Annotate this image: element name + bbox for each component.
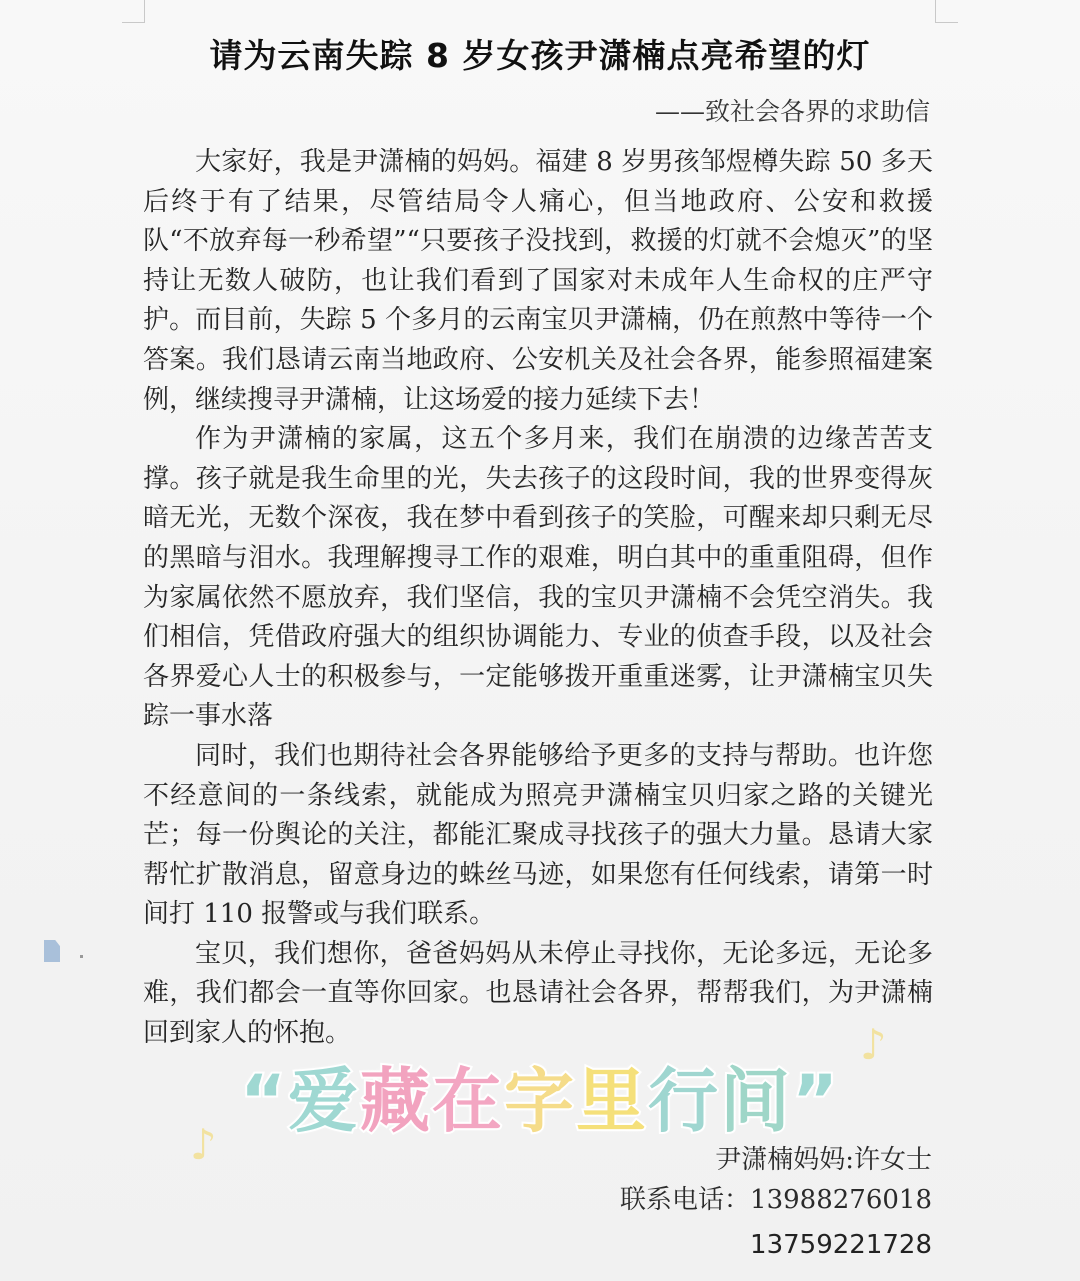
signature-name: 尹潇楠妈妈:许女士: [715, 1145, 932, 1175]
music-note-icon: ♪: [860, 1020, 887, 1069]
signature-block: [620, 1140, 932, 1220]
caption-char: 里: [576, 1060, 648, 1142]
paragraph-4: 宝贝，我们想你，爸爸妈妈从未停止寻找你，无论多远，无论多难，我们都会一直等你回家。也恳请社会各界，帮帮我们，为尹潇楠 回到家人的怀抱。: [143, 938, 933, 1049]
paragraph-1: 大家好，我是尹潇楠的妈妈。福建 8 岁男孩邹煜樽失踪 50 多天后终于有了结果，尽管结局令人痛心，但当地政府、公安和救援队“不放弃每一秒希望”“只要孩子没找到，救援的灯就不会熄灭”的坚持让无数人破防，也让我们看到了国家对未成年人生命权的庄严守护。而目前，失踪 5 个多月的云南宝贝尹潇楠，仍在煎熬中等待一个答案。我们恳请云南当地政府、公安机关及社会各界，能参照福建案例，继续搜寻尹潇楠，让这场爱的接力延续下去！: [143, 147, 933, 415]
caption-open-quote: “: [239, 1060, 288, 1142]
music-note-icon: ♪: [190, 1120, 217, 1169]
letter-body: [143, 143, 933, 1054]
contact-phone-2: 13759221728: [750, 1230, 932, 1260]
caption-char: 间: [720, 1060, 792, 1142]
overlay-caption: [0, 1045, 1080, 1146]
contact-phone-1: 联系电话：13988276018: [620, 1185, 932, 1215]
letter-subtitle: ——致社会各界的求助信: [654, 97, 930, 126]
page-corner-mark: [935, 0, 958, 23]
letter-title: 请为云南失踪 8 岁女孩尹潇楠点亮希望的灯: [209, 36, 871, 75]
caption-char: 在: [432, 1060, 504, 1142]
caption-char: 字: [504, 1060, 576, 1142]
paragraph-3: 同时，我们也期待社会各界能够给予更多的支持与帮助。也许您不经意间的一条线索，就能成为照亮尹潇楠宝贝归家之路的关键光芒；每一份舆论的关注，都能汇聚成寻找孩子的强大力量。恳请大家帮忙扩散消息，留意身边的蛛丝马迹，如果您有任何线索，请第一时间打 110 报警或与我们联系。: [143, 740, 933, 930]
paragraph-2: 作为尹潇楠的家属，这五个多月来，我们在崩溃的边缘苦苦支撑。孩子就是我生命里的光，失去孩子的这段时间，我的世界变得灰暗无光，无数个深夜，我在梦中看到孩子的笑脸，可醒来却只剩无尽的黑暗与泪水。我理解搜寻工作的艰难，明白其中的重重阻碍，但作为家属依然不愿放弃，我们坚信，我的宝贝尹潇楠不会凭空消失。我们相信，凭借政府强大的组织协调能力、专业的侦查手段，以及社会各界爱心人士的积极参与，一定能够拨开重重迷雾，让尹潇楠宝贝失踪一事水落: [143, 424, 933, 732]
caption-char: 藏: [360, 1060, 432, 1142]
caption-char: 爱: [288, 1060, 360, 1142]
caption-close-quote: ”: [792, 1060, 841, 1142]
document-icon: [44, 940, 60, 962]
caption-char: 行: [648, 1060, 720, 1142]
page-corner-mark: [122, 0, 145, 23]
marker-dot: [80, 955, 83, 958]
